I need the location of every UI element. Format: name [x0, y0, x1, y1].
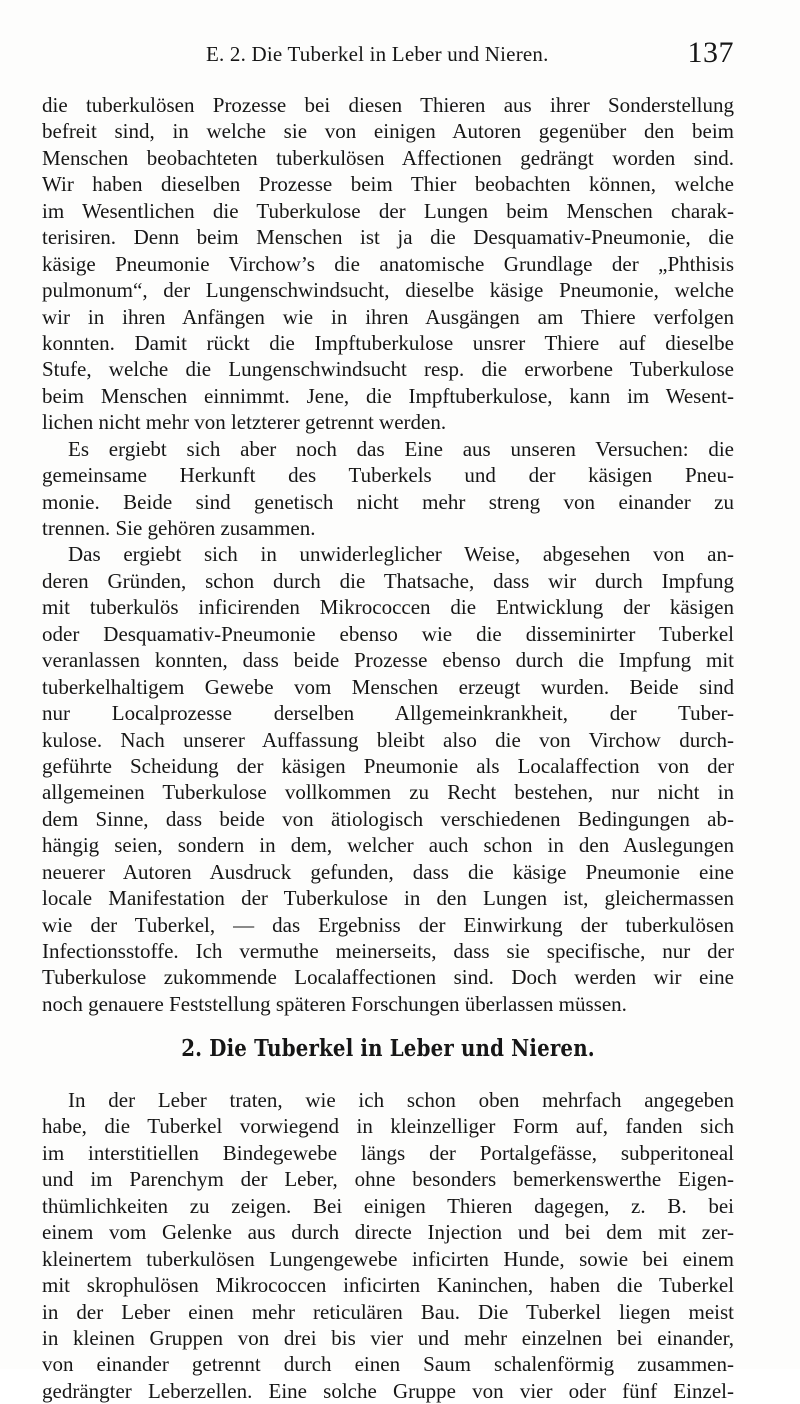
text-line: habe, die Tuberkel vorwiegend in kleinzelliger Form auf, fanden sich: [42, 1114, 734, 1139]
text-line: in der Leber einen mehr reticulären Bau. Die Tuberkel liegen meist: [42, 1299, 734, 1324]
text-line: deren Gründen, schon durch die Thatsache, dass wir durch Impfung: [42, 568, 734, 593]
text-line: nur Localprozesse derselben Allgemeinkrankheit, der Tuber-: [42, 701, 734, 726]
text-line: die tuberkulösen Prozesse bei diesen Thieren aus ihrer Sonderstellung: [42, 93, 734, 117]
text-line: wie der Tuberkel, — das Ergebniss der Einwirkung der tuberkulösen: [42, 912, 734, 937]
text-line: käsige Pneumonie Virchow’s die anatomische Grundlage der „Phthisis: [42, 251, 734, 276]
running-head: E. 2. Die Tuberkel in Leber und Nieren.: [206, 42, 549, 66]
text-line: Das ergiebt sich in unwiderleglicher Weise, abgesehen von an-: [68, 542, 734, 567]
text-line: wir in ihren Anfängen wie in ihren Ausgängen am Thiere verfolgen: [42, 304, 734, 329]
text-line: terisiren. Denn beim Menschen ist ja die Desquamativ-Pneumonie, die: [42, 225, 734, 250]
text-line: locale Manifestation der Tuberkulose in den Lungen ist, gleichermassen: [42, 886, 734, 911]
body-text-lower: [42, 1087, 734, 1404]
text-line: und im Parenchym der Leber, ohne besonders bemerkenswerthe Eigen-: [42, 1167, 734, 1192]
text-line: dem Sinne, dass beide von ätiologisch verschiedenen Bedingungen ab-: [42, 806, 734, 831]
text-line: In der Leber traten, wie ich schon oben mehrfach angegeben: [68, 1088, 734, 1112]
text-line: Stufe, welche die Lungenschwindsucht resp. die erworbene Tuberkulose: [42, 357, 734, 382]
text-line: veranlassen konnten, dass beide Prozesse ebenso durch die Impfung mit: [42, 648, 734, 673]
section-heading: 2. Die Tuberkel in Leber und Nieren.: [181, 1035, 595, 1062]
text-line: thümlichkeiten zu zeigen. Bei einigen Thieren dagegen, z. B. bei: [42, 1193, 734, 1218]
text-line: beim Menschen einnimmt. Jene, die Impftuberkulose, kann im Wesent-: [42, 383, 734, 408]
text-line: oder Desquamativ-Pneumonie ebenso wie die disseminirter Tuberkel: [42, 621, 734, 646]
paragraph: [42, 1087, 734, 1404]
paragraph: [42, 92, 734, 436]
text-line: Tuberkulose zukommende Localaffectionen sind. Doch werden wir eine: [42, 965, 734, 990]
text-line: neuerer Autoren Ausdruck gefunden, dass die käsige Pneumonie eine: [42, 859, 734, 884]
text-line: hängig seien, sondern in dem, welcher auch schon in den Auslegungen: [42, 833, 734, 858]
text-line: allgemeinen Tuberkulose vollkommen zu Recht bestehen, nur nicht in: [42, 780, 734, 805]
text-line: lichen nicht mehr von letzterer getrennt werden.: [42, 410, 447, 435]
text-line: monie. Beide sind genetisch nicht mehr streng von einander zu: [42, 489, 734, 514]
text-line: im Wesentlichen die Tuberkulose der Lungen beim Menschen charak-: [42, 198, 734, 223]
text-line: pulmonum“, der Lungenschwindsucht, dieselbe käsige Pneumonie, welche: [42, 278, 734, 303]
text-line: gemeinsame Herkunft des Tuberkels und der käsigen Pneu-: [42, 463, 734, 488]
text-line: gedrängter Leberzellen. Eine solche Gruppe von vier oder fünf Einzel-: [42, 1378, 734, 1403]
page-number: 137: [687, 36, 734, 69]
text-line: trennen. Sie gehören zusammen.: [42, 516, 316, 540]
body-text-upper: [42, 92, 734, 1017]
text-line: Infectionsstoffe. Ich vermuthe meinerseits, dass sie specifische, nur der: [42, 939, 734, 963]
text-line: Wir haben dieselben Prozesse beim Thier beobachten können, welche: [42, 172, 734, 197]
text-line: einem vom Gelenke aus durch directe Injection und bei dem mit zer-: [42, 1220, 734, 1245]
text-line: kulose. Nach unserer Auffassung bleibt also die von Virchow durch-: [42, 727, 734, 752]
text-line: mit skrophulösen Mikrococcen inficirten Kaninchen, haben die Tuberkel: [42, 1273, 734, 1298]
text-line: kleinertem tuberkulösen Lungengewebe inficirten Hunde, sowie bei einem: [42, 1246, 734, 1271]
text-line: von einander getrennt durch einen Saum schalenförmig zusammen-: [42, 1352, 734, 1377]
text-line: Menschen beobachteten tuberkulösen Affectionen gedrängt worden sind.: [42, 145, 734, 170]
text-line: in kleinen Gruppen von drei bis vier und mehr einzelnen bei einander,: [42, 1325, 734, 1350]
text-line: mit tuberkulös inficirenden Mikrococcen die Entwicklung der käsigen: [42, 595, 734, 620]
text-line: noch genauere Feststellung späteren Forschungen überlassen müssen.: [42, 991, 627, 1016]
text-line: Es ergiebt sich aber noch das Eine aus unseren Versuchen: die: [68, 436, 734, 461]
paragraph: [42, 436, 734, 542]
text-line: im interstitiellen Bindegewebe längs der Portalgefässe, subperitoneal: [42, 1140, 734, 1165]
text-line: geführte Scheidung der käsigen Pneumonie als Localaffection von der: [42, 753, 734, 778]
text-line: tuberkelhaltigem Gewebe vom Menschen erzeugt wurden. Beide sind: [42, 674, 734, 699]
text-line: befreit sind, in welche sie von einigen Autoren gegenüber den beim: [42, 119, 734, 144]
page-header: [42, 36, 734, 76]
text-line: konnten. Damit rückt die Impftuberkulose unsrer Thiere auf dieselbe: [42, 330, 734, 355]
paragraph: [42, 541, 734, 1017]
